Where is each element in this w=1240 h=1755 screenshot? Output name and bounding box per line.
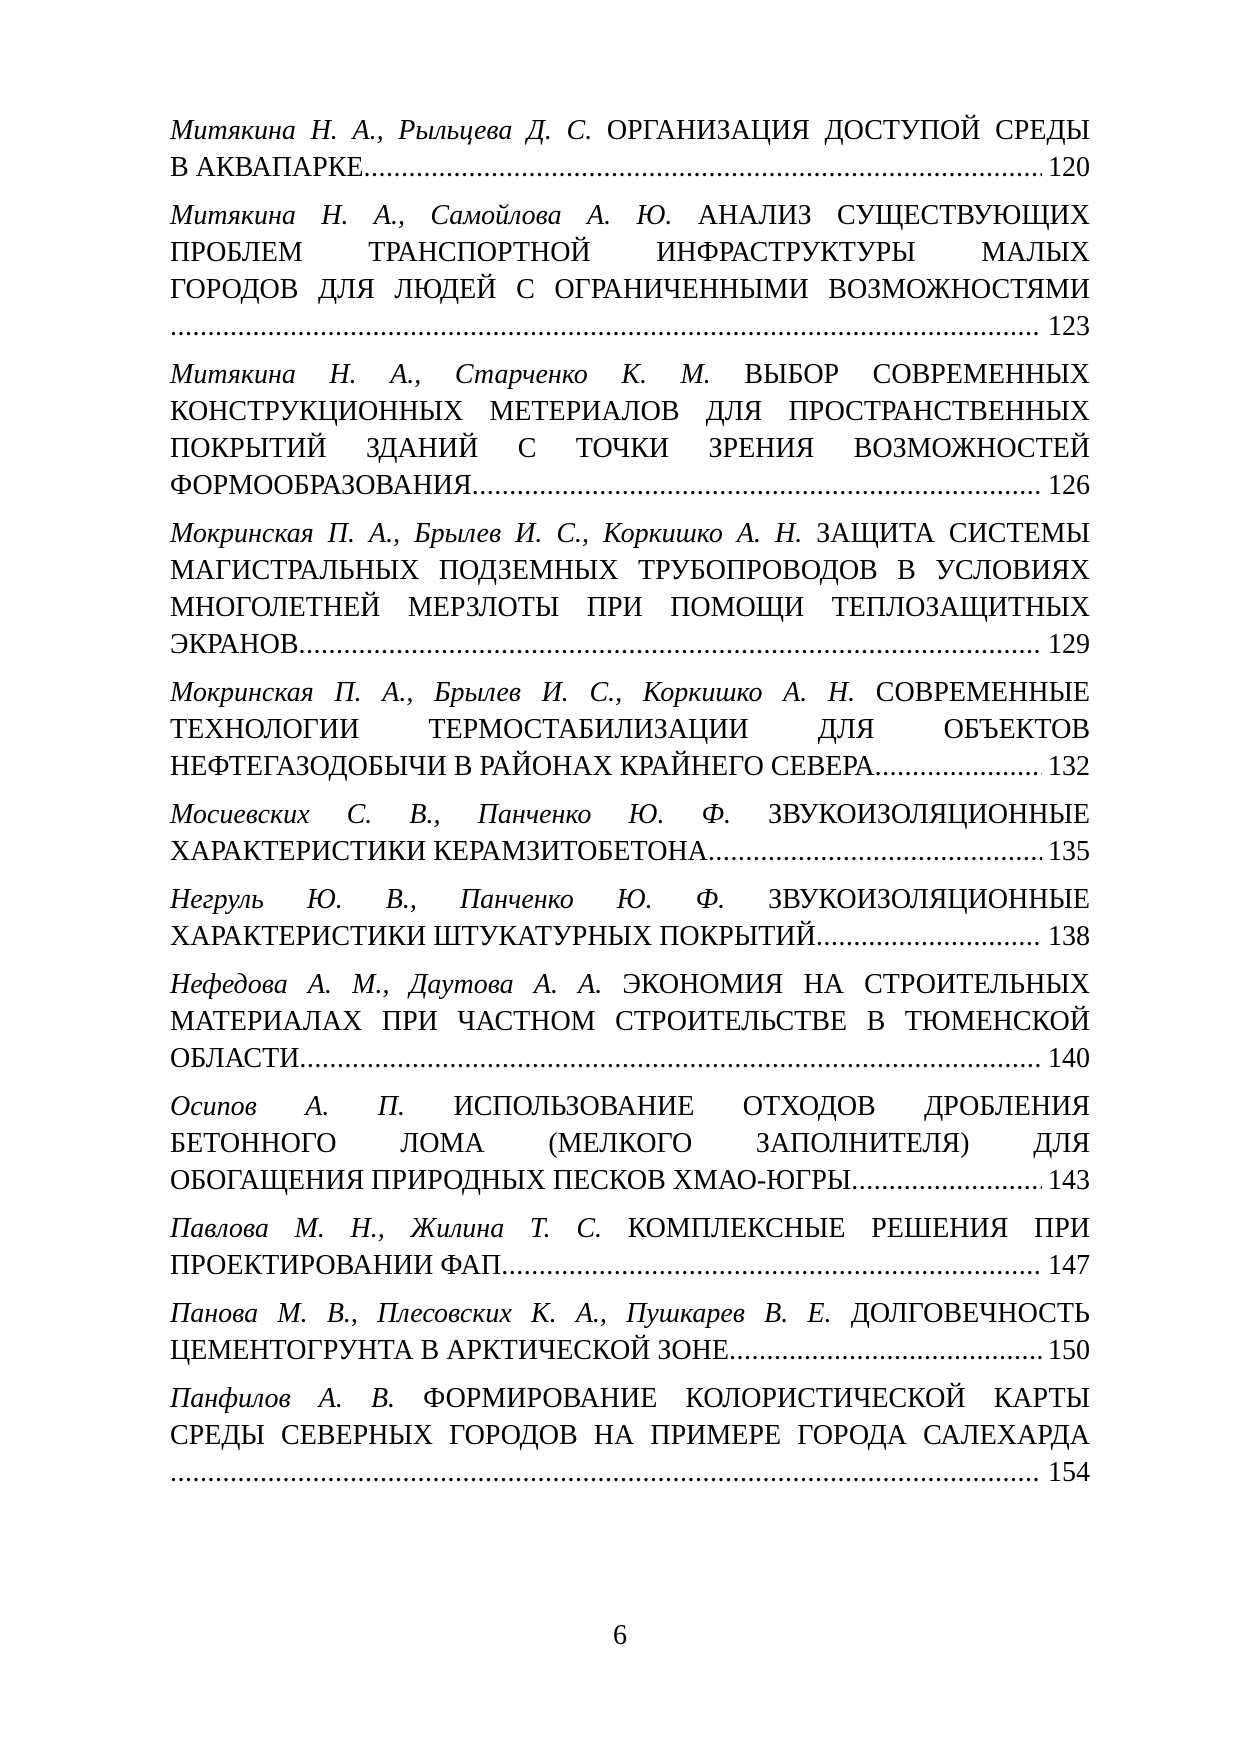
toc-entry-last-line	[170, 1162, 1090, 1199]
toc-entry-authors: Митякина Н. А., Самойлова А. Ю.	[170, 200, 673, 231]
toc-entry-first-line	[170, 515, 1090, 552]
toc-entry-title-end: ФОРМООБРАЗОВАНИЯ	[170, 470, 472, 501]
toc-entry-page-number: 135	[1048, 836, 1090, 867]
toc-entry-authors: Осипов А. П.	[170, 1091, 406, 1122]
toc-entry	[170, 966, 1090, 1077]
toc-entry-first-line	[170, 796, 1090, 833]
leader-dots	[729, 1332, 1042, 1369]
toc-entry	[170, 1210, 1090, 1284]
toc-entry-first-line	[170, 1088, 1090, 1125]
toc-entry-title-start: ОРГАНИЗАЦИЯ ДОСТУПОЙ СРЕДЫ	[606, 115, 1091, 146]
toc-entry-page-number: 123	[1048, 311, 1090, 342]
toc-entry-first-line	[170, 1295, 1090, 1332]
toc-entry	[170, 1380, 1090, 1491]
toc-entry-title-line: ТЕХНОЛОГИИ ТЕРМОСТАБИЛИЗАЦИИ ДЛЯ ОБЪЕКТОВ	[170, 714, 1090, 745]
toc-entry	[170, 515, 1090, 663]
toc-entry-last-line	[170, 1040, 1090, 1077]
toc-entry-first-line	[170, 966, 1090, 1003]
toc-entry-first-line	[170, 881, 1090, 918]
toc-entry-last-line	[170, 1332, 1090, 1369]
toc-entry-page-number: 129	[1048, 629, 1090, 660]
table-of-contents	[170, 112, 1090, 1502]
toc-entry-title-start: ФОРМИРОВАНИЕ КОЛОРИСТИЧЕСКОЙ КАРТЫ	[423, 1383, 1090, 1414]
toc-entry-title-line: МАТЕРИАЛАХ ПРИ ЧАСТНОМ СТРОИТЕЛЬСТВЕ В ТЮМЕНСКОЙ	[170, 1006, 1090, 1037]
toc-entry	[170, 796, 1090, 870]
toc-entry-title-line: БЕТОННОГО ЛОМА (МЕЛКОГО ЗАПОЛНИТЕЛЯ) ДЛЯ	[170, 1128, 1090, 1159]
toc-entry-title-line: ПОКРЫТИЙ ЗДАНИЙ С ТОЧКИ ЗРЕНИЯ ВОЗМОЖНОСТЕЙ	[170, 433, 1090, 464]
leader-dots	[364, 149, 1043, 186]
toc-entry-authors: Павлова М. Н., Жилина Т. С.	[170, 1213, 603, 1244]
toc-entry-title-line: ГОРОДОВ ДЛЯ ЛЮДЕЙ С ОГРАНИЧЕННЫМИ ВОЗМОЖНОСТЯМИ	[170, 274, 1090, 305]
toc-entry-page-number: 143	[1048, 1165, 1090, 1196]
toc-entry	[170, 356, 1090, 504]
toc-entry-title-start: КОМПЛЕКСНЫЕ РЕШЕНИЯ ПРИ	[627, 1213, 1090, 1244]
toc-entry	[170, 674, 1090, 785]
page-number-footer: 6	[613, 1620, 627, 1651]
toc-entry-last-line	[170, 1247, 1090, 1284]
toc-entry-authors: Негруль Ю. В., Панченко Ю. Ф.	[170, 884, 726, 915]
toc-entry-page-number: 154	[1048, 1457, 1090, 1488]
toc-entry-title-end: ОБЛАСТИ	[170, 1043, 300, 1074]
toc-entry-title-line: ПРОБЛЕМ ТРАНСПОРТНОЙ ИНФРАСТРУКТУРЫ МАЛЫХ	[170, 237, 1090, 268]
leader-dots	[851, 1162, 1042, 1199]
leader-dots	[708, 833, 1042, 870]
toc-entry-authors: Мосиевских С. В., Панченко Ю. Ф.	[170, 799, 732, 830]
leader-dots	[299, 1040, 1042, 1077]
toc-entry-title-start: ИСПОЛЬЗОВАНИЕ ОТХОДОВ ДРОБЛЕНИЯ	[453, 1091, 1090, 1122]
leader-dots	[501, 1247, 1042, 1284]
toc-entry-title-end: ЦЕМЕНТОГРУНТА В АРКТИЧЕСКОЙ ЗОНЕ	[170, 1335, 729, 1366]
toc-entry-authors: Панфилов А. В.	[170, 1383, 396, 1414]
toc-entry-last-line	[170, 748, 1090, 785]
leader-dots	[299, 626, 1043, 663]
toc-entry-title-end: НЕФТЕГАЗОДОБЫЧИ В РАЙОНАХ КРАЙНЕГО СЕВЕРА	[170, 751, 875, 782]
toc-entry-title-line: МАГИСТРАЛЬНЫХ ПОДЗЕМНЫХ ТРУБОПРОВОДОВ В УСЛОВИЯХ	[170, 555, 1090, 586]
toc-entry-page-number: 140	[1048, 1043, 1090, 1074]
toc-entry-authors: Мокринская П. А., Брылев И. С., Коркишко А. Н.	[170, 518, 803, 549]
leader-dots	[170, 308, 1042, 345]
toc-entry-title-end: ЭКРАНОВ	[170, 629, 299, 660]
toc-entry-page-number: 132	[1048, 751, 1090, 782]
leader-dots	[816, 918, 1042, 955]
toc-entry-title-end: ХАРАКТЕРИСТИКИ ШТУКАТУРНЫХ ПОКРЫТИЙ	[170, 921, 816, 952]
toc-entry-first-line	[170, 112, 1090, 149]
toc-entry-authors: Мокринская П. А., Брылев И. С., Коркишко А. Н.	[170, 677, 856, 708]
toc-entry	[170, 112, 1090, 186]
toc-entry-title-end: В АКВАПАРКЕ	[170, 152, 364, 183]
toc-entry-last-line	[170, 467, 1090, 504]
leader-dots	[472, 467, 1042, 504]
toc-entry-page-number: 120	[1048, 152, 1090, 183]
toc-entry	[170, 1088, 1090, 1199]
toc-entry-first-line	[170, 674, 1090, 711]
toc-entry-page-number: 126	[1048, 470, 1090, 501]
toc-entry-last-line	[170, 149, 1090, 186]
toc-entry-last-line	[170, 833, 1090, 870]
toc-entry-authors: Митякина Н. А., Старченко К. М.	[170, 359, 711, 390]
toc-entry-title-start: АНАЛИЗ СУЩЕСТВУЮЩИХ	[697, 200, 1091, 231]
toc-entry-title-start: ЗВУКОИЗОЛЯЦИОННЫЕ	[768, 799, 1090, 830]
toc-entry-authors: Митякина Н. А., Рыльцева Д. С.	[170, 115, 593, 146]
toc-entry-page-number: 138	[1048, 921, 1090, 952]
toc-entry-page-number: 147	[1048, 1250, 1090, 1281]
toc-entry-first-line	[170, 1210, 1090, 1247]
toc-entry-title-line: МНОГОЛЕТНЕЙ МЕРЗЛОТЫ ПРИ ПОМОЩИ ТЕПЛОЗАЩИТНЫХ	[170, 592, 1090, 623]
toc-entry	[170, 1295, 1090, 1369]
leader-dots	[875, 748, 1042, 785]
toc-entry-first-line	[170, 356, 1090, 393]
toc-entry-title-start: ЗВУКОИЗОЛЯЦИОННЫЕ	[768, 884, 1090, 915]
toc-entry	[170, 197, 1090, 345]
toc-entry-authors: Нефедова А. М., Даутова А. А.	[170, 969, 603, 1000]
toc-entry-last-line	[170, 308, 1090, 345]
toc-entry-last-line	[170, 1454, 1090, 1491]
toc-entry-title-end: ХАРАКТЕРИСТИКИ КЕРАМЗИТОБЕТОНА	[170, 836, 708, 867]
toc-entry-last-line	[170, 626, 1090, 663]
toc-entry-authors: Панова М. В., Плесовских К. А., Пушкарев В. Е.	[170, 1298, 832, 1329]
toc-entry-title-start: ДОЛГОВЕЧНОСТЬ	[850, 1298, 1091, 1329]
toc-entry-page-number: 150	[1048, 1335, 1090, 1366]
toc-entry-title-end: ОБОГАЩЕНИЯ ПРИРОДНЫХ ПЕСКОВ ХМАО-ЮГРЫ	[170, 1165, 852, 1196]
toc-entry-first-line	[170, 197, 1090, 234]
toc-entry-title-start: ВЫБОР СОВРЕМЕННЫХ	[744, 359, 1091, 390]
toc-entry-title-line: СРЕДЫ СЕВЕРНЫХ ГОРОДОВ НА ПРИМЕРЕ ГОРОДА САЛЕХАРДА	[170, 1420, 1090, 1451]
toc-entry-title-start: ЭКОНОМИЯ НА СТРОИТЕЛЬНЫХ	[622, 969, 1090, 1000]
leader-dots	[170, 1454, 1042, 1491]
toc-entry-title-start: ЗАЩИТА СИСТЕМЫ	[816, 518, 1090, 549]
toc-entry-title-end: ПРОЕКТИРОВАНИИ ФАП	[170, 1250, 502, 1281]
toc-entry-first-line	[170, 1380, 1090, 1417]
toc-entry	[170, 881, 1090, 955]
toc-entry-title-start: СОВРЕМЕННЫЕ	[875, 677, 1090, 708]
toc-entry-title-line: КОНСТРУКЦИОННЫХ МЕТЕРИАЛОВ ДЛЯ ПРОСТРАНСТВЕННЫХ	[170, 396, 1090, 427]
toc-entry-last-line	[170, 918, 1090, 955]
